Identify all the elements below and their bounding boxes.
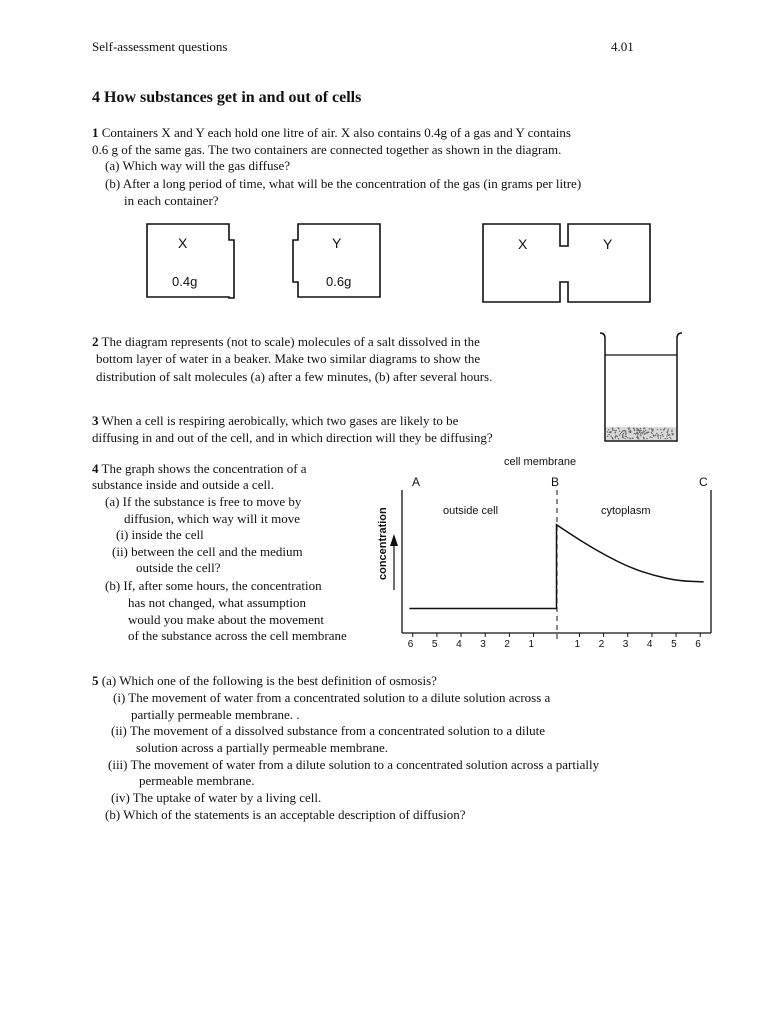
x-tick-label: 5	[671, 639, 677, 650]
salt-molecule	[640, 435, 641, 436]
q2-line-2: bottom layer of water in a beaker. Make two similar diagrams to show the	[96, 351, 481, 366]
salt-molecule	[625, 434, 626, 435]
salt-molecule	[627, 437, 628, 438]
q2-line-3: distribution of salt molecules (a) after a few minutes, (b) after several hours.	[96, 369, 493, 384]
x-tick-label: 1	[528, 639, 535, 650]
concentration-line	[409, 525, 703, 609]
container-y-mass: 0.6g	[326, 274, 352, 289]
salt-molecule	[619, 435, 620, 436]
x-tick-label: 2	[504, 639, 510, 650]
salt-molecule	[663, 429, 664, 430]
salt-molecule	[629, 431, 630, 432]
q5-option-i-1: (i) The movement of water from a concentrated solution to a dilute solution across a	[113, 690, 551, 705]
salt-molecule	[665, 438, 666, 439]
salt-molecule	[612, 429, 613, 430]
q2-text-1: The diagram represents (not to scale) molecules of a salt dissolved in the	[101, 334, 480, 349]
region-label-outside: outside cell	[443, 505, 499, 517]
salt-molecule	[648, 432, 649, 433]
q4-line-2: substance inside and outside a cell.	[92, 477, 274, 492]
header-right: 4.01	[611, 39, 634, 54]
salt-molecule	[656, 433, 657, 434]
q5-number: 5	[92, 673, 99, 688]
salt-molecule	[657, 434, 658, 435]
q5-option-i-2: partially permeable membrane. .	[131, 707, 300, 722]
salt-molecule	[643, 430, 644, 431]
q4-number: 4	[92, 461, 99, 476]
salt-molecule	[615, 435, 616, 436]
salt-molecule	[621, 432, 622, 433]
salt-molecule	[660, 437, 661, 438]
salt-molecule	[649, 428, 650, 429]
salt-molecule	[617, 427, 618, 428]
salt-molecule	[670, 438, 671, 439]
salt-molecule	[610, 435, 611, 436]
salt-molecule	[630, 438, 631, 439]
x-tick-label: 3	[480, 639, 486, 650]
salt-molecule	[632, 437, 633, 438]
salt-molecule	[637, 435, 638, 436]
salt-molecule	[668, 428, 669, 429]
salt-molecule	[638, 429, 639, 430]
q4-line-1	[92, 461, 307, 477]
salt-molecule	[628, 429, 629, 430]
salt-molecule	[671, 429, 672, 430]
point-label-c: C	[699, 475, 708, 489]
containers-diagram	[140, 218, 700, 310]
q3-number: 3	[92, 413, 99, 428]
salt-molecule	[640, 428, 641, 429]
salt-molecule	[633, 428, 634, 429]
q5-part-b: (b) Which of the statements is an acceptable description of diffusion?	[105, 807, 466, 822]
q4-part-b-1: (b) If, after some hours, the concentration	[105, 578, 322, 593]
container-x-label: X	[178, 235, 188, 251]
salt-molecule	[645, 430, 646, 431]
salt-molecule	[651, 432, 652, 433]
q4-part-a-2: diffusion, which way will it move	[124, 511, 300, 526]
salt-molecule	[612, 438, 613, 439]
concentration-graph	[370, 450, 730, 655]
salt-molecule	[630, 430, 631, 431]
q1-line-2: 0.6 g of the same gas. The two containers are connected together as shown in the diagram.	[92, 142, 562, 157]
salt-molecule	[667, 438, 668, 439]
salt-molecule	[617, 436, 618, 437]
salt-molecule	[667, 431, 668, 432]
salt-molecule	[660, 435, 661, 436]
salt-molecule	[652, 430, 653, 431]
salt-molecule	[644, 434, 645, 435]
salt-molecule	[634, 433, 635, 434]
salt-molecule	[620, 433, 621, 434]
salt-molecule	[669, 437, 670, 438]
point-label-b: B	[551, 475, 560, 489]
salt-molecule	[667, 434, 668, 435]
salt-molecule	[660, 429, 661, 430]
salt-molecule	[640, 433, 641, 434]
x-tick-labels	[408, 639, 701, 650]
region-label-cytoplasm: cytoplasm	[601, 505, 651, 517]
q4-part-a-ii-2: outside the cell?	[136, 560, 221, 575]
q5-part-a	[92, 673, 437, 689]
joined-containers	[483, 224, 650, 302]
salt-molecule	[657, 429, 658, 430]
q4-part-b-4: of the substance across the cell membrane	[128, 628, 347, 643]
salt-molecule	[622, 434, 623, 435]
q1-part-b-1: (b) After a long period of time, what will be the concentration of the gas (in grams per litre)	[105, 176, 582, 191]
salt-molecule	[637, 437, 638, 438]
x-tick-label: 5	[431, 639, 438, 650]
container-y-label: Y	[332, 235, 342, 251]
salt-molecule	[629, 428, 630, 429]
y-axis-arrow	[390, 534, 398, 590]
salt-molecule	[612, 437, 613, 438]
salt-molecule	[646, 438, 647, 439]
x-tick-label: 4	[456, 639, 462, 650]
salt-molecule	[607, 431, 608, 432]
salt-molecule	[614, 430, 615, 431]
salt-molecule	[642, 433, 643, 434]
salt-molecule	[625, 431, 626, 432]
q4-part-a-ii-1: (ii) between the cell and the medium	[112, 544, 303, 559]
salt-molecule	[643, 438, 644, 439]
q5-text-a: (a) Which one of the following is the best definition of osmosis?	[101, 673, 437, 688]
q4-part-b-3: would you make about the movement	[128, 612, 325, 627]
q5-option-ii-2: solution across a partially permeable membrane.	[136, 740, 388, 755]
x-tick-label: 1	[574, 639, 581, 650]
joined-y-label: Y	[603, 236, 613, 252]
x-tick-label: 6	[407, 639, 414, 650]
salt-molecule	[622, 435, 623, 436]
salt-molecule	[623, 430, 624, 431]
q5-option-iii-2: permeable membrane.	[139, 773, 255, 788]
joined-x-label: X	[518, 236, 528, 252]
salt-molecule	[640, 432, 641, 433]
x-tick-label: 4	[646, 639, 653, 650]
q1-number: 1	[92, 125, 99, 140]
salt-molecule	[624, 438, 625, 439]
salt-molecule	[625, 436, 626, 437]
salt-molecule	[672, 434, 673, 435]
salt-molecule	[610, 431, 611, 432]
salt-molecule	[623, 433, 624, 434]
q2-number: 2	[92, 334, 99, 349]
salt-molecule	[658, 437, 659, 438]
salt-molecule	[652, 429, 653, 430]
x-tick-label: 2	[598, 639, 605, 650]
salt-molecule	[664, 428, 665, 429]
x-tick-label: 6	[695, 639, 701, 650]
q5-option-iii-1: (iii) The movement of water from a dilute solution to a concentrated solution across a partially	[108, 757, 600, 772]
salt-molecule	[619, 431, 620, 432]
q1-line-1	[92, 125, 571, 141]
salt-molecule	[639, 431, 640, 432]
y-axis-label: concentration	[377, 507, 389, 580]
salt-molecule	[662, 434, 663, 435]
salt-molecule	[661, 432, 662, 433]
salt-molecule	[666, 435, 667, 436]
salt-molecule	[662, 435, 663, 436]
beaker-outline	[600, 333, 682, 441]
q3-text-1: When a cell is respiring aerobically, which two gases are likely to be	[101, 413, 459, 428]
q4-part-a-1: (a) If the substance is free to move by	[105, 494, 302, 509]
salt-molecule	[655, 434, 656, 435]
salt-molecule	[651, 437, 652, 438]
salt-molecule	[608, 429, 609, 430]
graph-title: cell membrane	[504, 456, 577, 468]
salt-molecule	[657, 436, 658, 437]
salt-molecule	[649, 436, 650, 437]
salt-molecule	[653, 435, 654, 436]
salt-molecule	[643, 428, 644, 429]
salt-molecule	[614, 437, 615, 438]
salt-molecule	[638, 438, 639, 439]
q1-part-b-2: in each container?	[124, 193, 219, 208]
point-label-a: A	[412, 475, 421, 489]
salt-molecule	[607, 436, 608, 437]
salt-molecule	[637, 433, 638, 434]
salt-molecule	[636, 431, 637, 432]
salt-molecule	[618, 438, 619, 439]
x-tick-label: 3	[622, 639, 629, 650]
salt-molecule	[622, 431, 623, 432]
q4-part-a-i: (i) inside the cell	[116, 527, 204, 542]
q5-option-ii-1: (ii) The movement of a dissolved substance from a concentrated solution to a dilute	[111, 723, 546, 738]
salt-molecule	[671, 431, 672, 432]
salt-molecule	[637, 430, 638, 431]
q1-part-a: (a) Which way will the gas diffuse?	[105, 158, 291, 173]
salt-molecule	[669, 434, 670, 435]
salt-molecule	[636, 428, 637, 429]
q1-text-1: Containers X and Y each hold one litre of air. X also contains 0.4g of a gas and Y contains	[101, 125, 571, 140]
beaker-diagram	[596, 330, 688, 445]
salt-molecule	[651, 429, 652, 430]
salt-molecule	[615, 432, 616, 433]
q2-line-1	[92, 334, 480, 350]
q3-line-1	[92, 413, 458, 429]
q4-text-1: The graph shows the concentration of a	[101, 461, 307, 476]
salt-molecule	[651, 433, 652, 434]
q5-option-iv: (iv) The uptake of water by a living cell.	[111, 790, 322, 805]
salt-molecule	[634, 430, 635, 431]
container-x-mass: 0.4g	[172, 274, 198, 289]
salt-molecule	[616, 430, 617, 431]
salt-molecule	[608, 434, 609, 435]
q3-line-2: diffusing in and out of the cell, and in which direction will they be diffusing?	[92, 430, 493, 445]
page-title: 4 How substances get in and out of cells	[92, 89, 362, 106]
header-left: Self-assessment questions	[92, 39, 228, 54]
q4-part-b-2: has not changed, what assumption	[128, 595, 306, 610]
